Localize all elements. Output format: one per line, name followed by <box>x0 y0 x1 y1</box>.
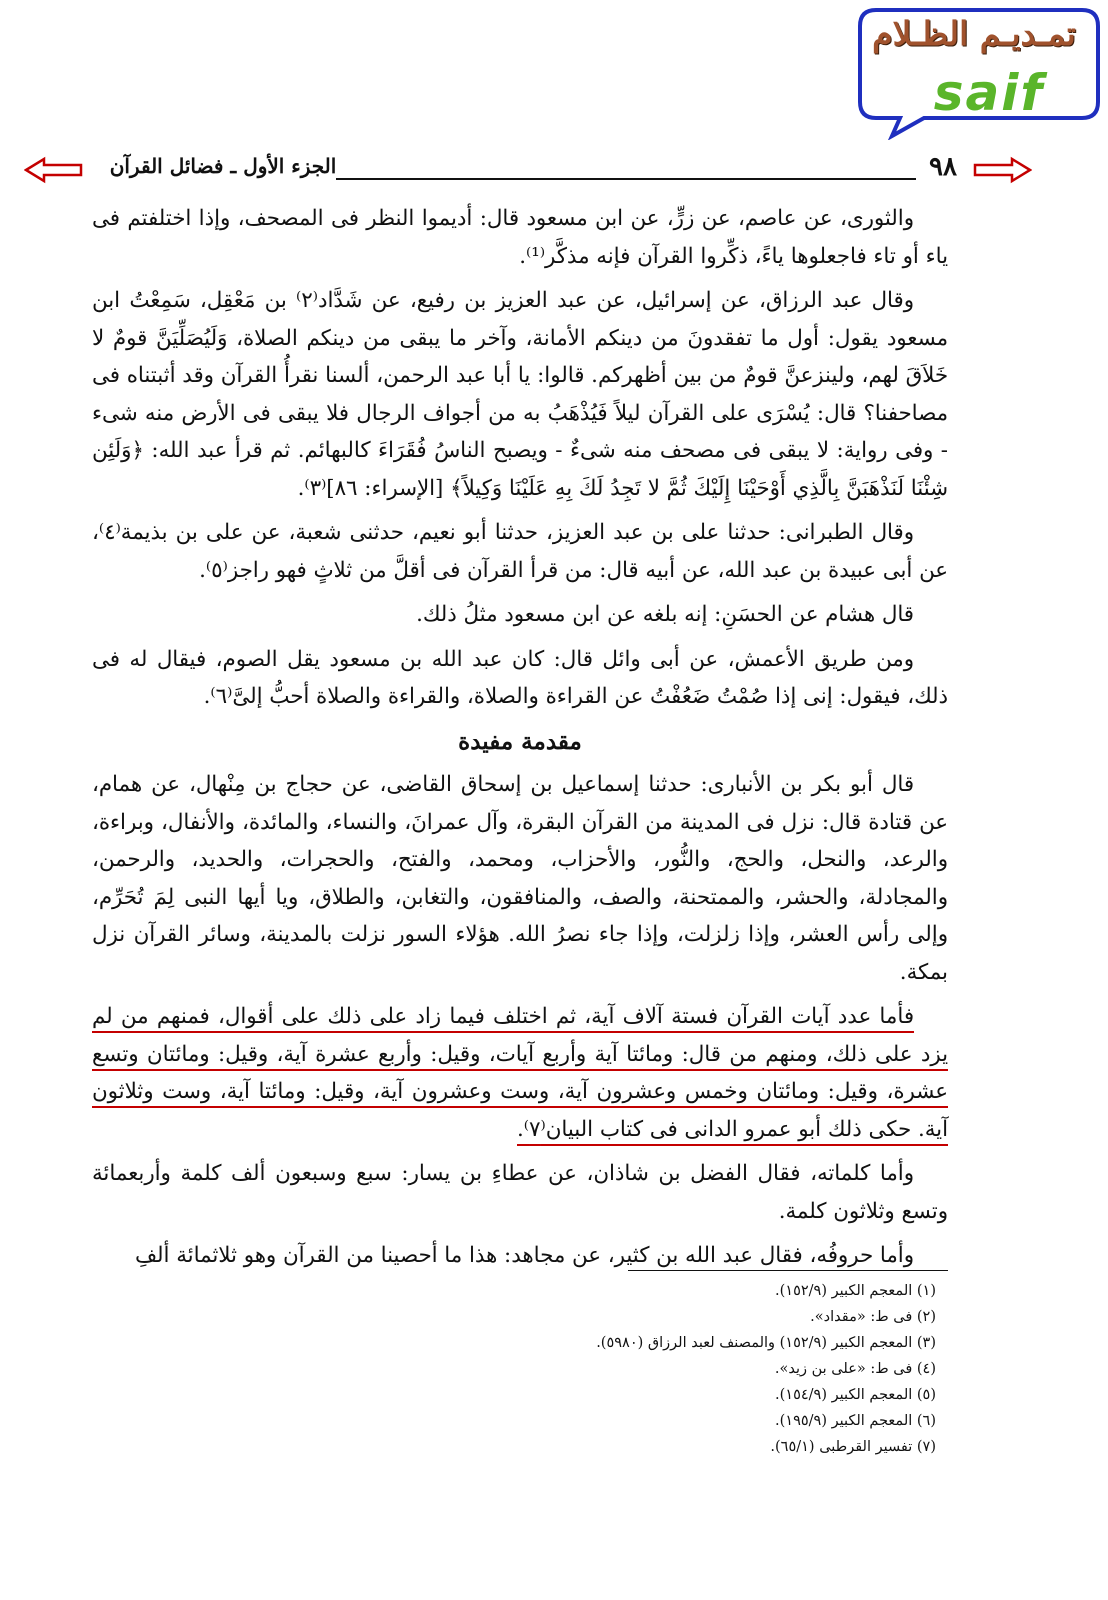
footnotes <box>596 1278 936 1460</box>
highlighted-paragraph <box>92 998 948 1148</box>
stamp-latin-text: saif <box>933 64 1045 122</box>
paragraph: وقال عبد الرزاق، عن إسرائيل، عن عبد العزيز بن رفيع، عن شَدَّاد⁽٢⁾ بن مَعْقِل، سَمِعْتُ ابن مسعود يقول: أول ما تفقدونَ من دينكم الأمانة، وآخر ما يبقى من دينكم الصلاة، وَلَيُصَلِّيَنَّ قومٌ لا خَلاَقَ لهم، ولينزعنَّ قومٌ من بين أظهركم. قالوا: يا أبا عبد الرحمن، ألسنا نقرأُ القرآن وقد أثبتناه فى مصاحفنا؟ قال: يُسْرَى على القرآن ليلاً فَيُذْهَبُ به من أجواف الرجال فلا يبقى فى الأرض منه شىء - وفى رواية: لا يبقى فى مصحف منه شىءٌ - ويصبح الناسُ فُقَرَاءَ كالبهائم. ثم قرأ عبد الله: ﴿وَلَئِن شِئْنَا لَنَذْهَبَنَّ بِالَّذِي أَوْحَيْنَا إِلَيْكَ ثُمَّ لا تَجِدُ لَكَ بِهِ عَلَيْنَا وَكِيلاً﴾ [الإسراء: ٨٦]⁽٣⁾. <box>92 288 948 501</box>
paragraph: قال هشام عن الحسَنِ: إنه بلغه عن ابن مسعود مثلُ ذلك. <box>416 602 914 627</box>
footnote: (٦) المعجم الكبير (١٩٥/٩). <box>775 1413 936 1429</box>
paragraph: ومن طريق الأعمش، عن أبى وائل قال: كان عبد الله بن مسعود يقل الصوم، فيقال له فى ذلك، فيقول: إنى إذا صُمْتُ ضَعُفْتُ عن القراءة والصلاة، والقراءة والصلاة أحبُّ إلىَّ⁽٦⁾. <box>92 646 948 709</box>
watermark-stamp <box>854 4 1104 140</box>
footnote: (٣) المعجم الكبير (١٥٢/٩) والمصنف لعبد الرزاق (٥٩٨٠). <box>596 1335 936 1351</box>
paragraph: وأما كلماته، فقال الفضل بن شاذان، عن عطاءِ بن يسار: سبع وسبعون ألف كلمة وأربعمائة وتسع وثلاثون كلمة. <box>92 1161 948 1224</box>
main-text <box>92 200 948 1282</box>
arrow-left-icon <box>24 156 84 184</box>
header-rule <box>336 178 916 180</box>
paragraph: وقال الطبرانى: حدثنا على بن عبد العزيز، حدثنا أبو نعيم، حدثنى شعبة، عن على بن بذيمة⁽٤⁾، عن أبى عبيدة بن عبد الله، عن أبيه قال: من قرأ القرآن فى أقلَّ من ثلاثٍ فهو راجز⁽٥⁾. <box>92 520 948 583</box>
footnote: (١) المعجم الكبير (١٥٢/٩). <box>775 1283 936 1299</box>
footnote: (٢) فى ط: «مقداد». <box>810 1309 936 1325</box>
footnote: (٧) تفسير القرطبى (٦٥/١). <box>770 1439 936 1455</box>
running-title: الجزء الأول ـ فضائل القرآن <box>109 154 337 178</box>
footnote: (٥) المعجم الكبير (١٥٤/٩). <box>775 1387 936 1403</box>
page-header <box>24 150 1044 190</box>
page-number: ٩٨ <box>929 152 957 182</box>
footnote-rule <box>628 1270 948 1271</box>
footnote: (٤) فى ط: «على بن زيد». <box>774 1361 936 1377</box>
paragraph: قال أبو بكر بن الأنبارى: حدثنا إسماعيل بن إسحاق القاضى، عن حجاج بن مِنْهال، عن همام، عن قتادة قال: نزل فى المدينة من القرآن البقرة، وآل عمرانَ، والنساء، والمائدة، والأنفال، وبراءة، والرعد، والنحل، والحج، والنُّور، والأحزاب، ومحمد، والفتح، والحجرات، والحديد، والرحمن، والمجادلة، والحشر، والممتحنة، والصف، والمنافقون، والتغابن، والطلاق، ويا أيها النبى لِمَ تُحَرِّم، وإلى رأس العشر، وإذا زلزلت، وإذا جاء نصرُ الله. هؤلاء السور نزلت بالمدينة، وسائر القرآن نزل بمكة. <box>92 772 948 985</box>
paragraph: والثورى، عن عاصم، عن زرٍّ، عن ابن مسعود قال: أديموا النظر فى المصحف، وإذا اختلفتم فى ياء أو تاء فاجعلوها ياءً، ذكِّروا القرآن فإنه مذكَّر⁽¹⁾. <box>92 206 948 269</box>
red-underline-annotation: فأما عدد آيات القرآن فستة آلاف آية، ثم اختلف فيما زاد على ذلك على أقوال، فمنهم من لم يزد على ذلك، ومنهم من قال: ومائتا آية وأربع آيات، وقيل: وأربع عشرة آية، وقيل: ومائتان وتسع عشرة، وقيل: ومائتان وخمس وعشرون آية، وست وعشرون آية، وقيل: ومائتا آية، وست وثلاثون آية. حكى ذلك أبو عمرو الدانى فى كتاب البيان⁽٧⁾. <box>92 1004 948 1142</box>
stamp-arabic-text: تمـديـم الظـلام <box>872 14 1076 53</box>
section-heading: مقدمة مفيدة <box>458 727 582 755</box>
paragraph: وأما حروفُه، فقال عبد الله بن كثير، عن مجاهد: هذا ما أحصينا من القرآن وهو ثلاثمائة ألفِ <box>135 1243 914 1268</box>
arrow-right-icon <box>972 156 1032 184</box>
